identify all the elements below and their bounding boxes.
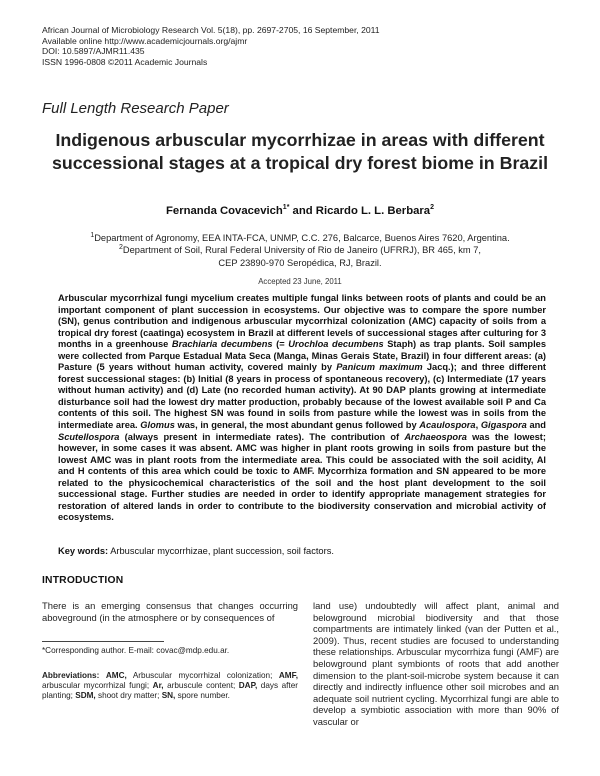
species-name: Panicum maximum [336,362,423,373]
abbreviations [42,671,298,702]
affiliation-1-text: Department of Agronomy, EEA INTA-FCA, UNMP, C.C. 276, Balcarce, Buenos Aires 7620, Argentina. [94,233,510,243]
keywords-label: Key words: [58,546,109,556]
genus-name: Gigaspora [480,420,527,431]
author-2-affiliation-mark: 2 [430,204,434,212]
abbreviation-key: SDM, [75,691,96,701]
abbreviation-text: spore number. [175,691,230,701]
abstract-text: , [475,420,481,431]
keywords [58,545,546,557]
abbreviation-key: SN, [161,691,176,701]
introduction-column-2: land use) undoubtedly will affect plant, animal and belowground microbial biodiversity and that those compartments are intimately linked (van der Putten et al., 2009). Thus, recent studies are focused to understanding these relationships. Arbuscular mycorrhiza fungi (AMF) are belowground plant symbionts of roots that add another dimension to the plant-soil-microbe system because it can directly and indirectly influence other soil microbes and an adequate soil nutrient cycling. Mycorrhizal fungi are able to develop a symbiotic association with more than 90% of vascular or [313,600,559,727]
species-name: Brachiaria decumbens [171,339,273,350]
affiliation-1 [40,232,560,244]
affiliation-2-line-2: CEP 23890-970 Seropédica, RJ, Brazil. [218,257,382,268]
abstract-text: and [526,420,546,431]
species-name: Urochloa decumbens [288,339,384,350]
accepted-date: Accepted 23 June, 2011 [258,277,342,286]
paper-title: Indigenous arbuscular mycorrhizae in areas with different successional stages at a tropical dry forest biome in Brazil [51,130,549,173]
journal-issn: ISSN 1996-0808 ©2011 Academic Journals [42,56,208,67]
abstract-text: was, in general, the most abundant genus followed by [174,420,420,431]
genus-name: Glomus [140,420,175,431]
abbreviations-label: Abbreviations: [42,671,100,680]
footnote-divider [42,641,164,642]
abstract-text: Arbuscular mycorrhizal fungi mycelium creates multiple fungal links between roots of plants and could be an important component of plant succession in ecosystems. Our objective was to compare the spore number (SN), genus contribution and indigenous arbuscular mycorrhizal colonization (AMC) capacity of soils from a tropical dry forest (caatinga) ecosystem in Brazil at different levels of successional stages after culturing for 3 months in a greenhouse [58,293,546,350]
abstract-text: (= [272,339,289,350]
affiliation-2-text: Department of Soil, Rural Federal University of Rio de Janeiro (UFRRJ), BR 465, km 7, [122,245,481,256]
genus-name: Acaulospora [419,420,476,431]
introduction-column-1: There is an emerging consensus that changes occurring aboveground (in the atmosphere or by consequences of [42,600,298,623]
abbreviation-text: days after planting; [42,681,298,701]
author-2: Ricardo L. L. Berbara [315,205,431,217]
introduction-heading: INTRODUCTION [42,575,124,586]
abbreviation-text: shoot dry matter; [95,691,162,701]
genus-name: Archaeospora [404,431,467,442]
journal-citation: African Journal of Microbiology Research Vol. 5(18), pp. 2697-2705, 16 September, 2011 [42,25,380,35]
keywords-text: Arbuscular mycorrhizae, plant succession, soil factors. [108,546,334,556]
abbreviation-key: DAP, [238,681,258,691]
abstract-text: Jacq.); and three different forest successional stages: (b) Initial (8 years in process of spontaneous recovery), (c) Intermediate (17 years without human activity) and (d) Late (no recorded human activity). At 90 DAP plants growing at intermediate disturbance soil had the lowest dry matter production, probably because of the lowest available soil P and Ca contents of this soil. The highest SN was found in soils from pasture while the lowest was in soils from the intermediate area. [58,362,546,431]
affiliations [40,232,560,269]
abstract [58,293,546,524]
genus-name: Scutellospora [58,431,120,442]
journal-doi: DOI: 10.5897/AJMR11.435 [42,46,145,57]
journal-url[interactable]: Available online http://www.academicjournals.org/ajmr [42,35,248,46]
abbreviation-text: arbuscule content; [163,681,239,691]
paper-type: Full Length Research Paper [42,100,229,117]
author-1-affiliation-mark: 1* [282,204,290,212]
corresponding-author-footnote: *Corresponding author. E-mail: covac@mdp.edu.ar. [42,646,230,655]
author-joiner: and [289,205,316,217]
authors [40,205,560,217]
journal-header [42,25,562,67]
abbreviation-text: arbuscular mycorrhizal fungi; [42,681,153,691]
abbreviation-key: Ar, [152,681,164,691]
abbreviation-text: Arbuscular mycorrhizal colonization; [126,671,279,680]
affiliation-1-number: 1 [90,231,95,239]
abstract-text: (always present in intermediate rates). The contribution of [119,431,405,442]
abstract-text: Staph) as trap plants. Soil samples were collected from Parque Estadual Mata Seca (Manga, Minas Gerais State, Brazil) in four different areas: (a) Pasture (5 years without human activity, covered mainly by [58,339,546,373]
author-1: Fernanda Covacevich [166,205,283,217]
abbreviation-key: AMC, [105,671,127,680]
affiliation-2-number: 2 [119,244,123,252]
abbreviation-key: AMF, [278,671,298,680]
abstract-text: was the lowest; however, in some cases it was absent. AMC was higher in plant roots growing in soils from pasture but the lowest AMC was in plant roots from the intermediate area. This could be associated with the soil acidity, Al and H contents of this area which could be toxic to AMF. Mycorrhiza formation and SN appeared to be more related to the physicochemical characteristics of the soil and the host plant development to the soil successional stage. Further studies are needed in order to identify appropriate management strategies for restoration of altered lands in order to contribute to the biodiversity conservation and microbial activity of ecosystems. [58,431,546,523]
affiliation-2 [40,244,560,256]
